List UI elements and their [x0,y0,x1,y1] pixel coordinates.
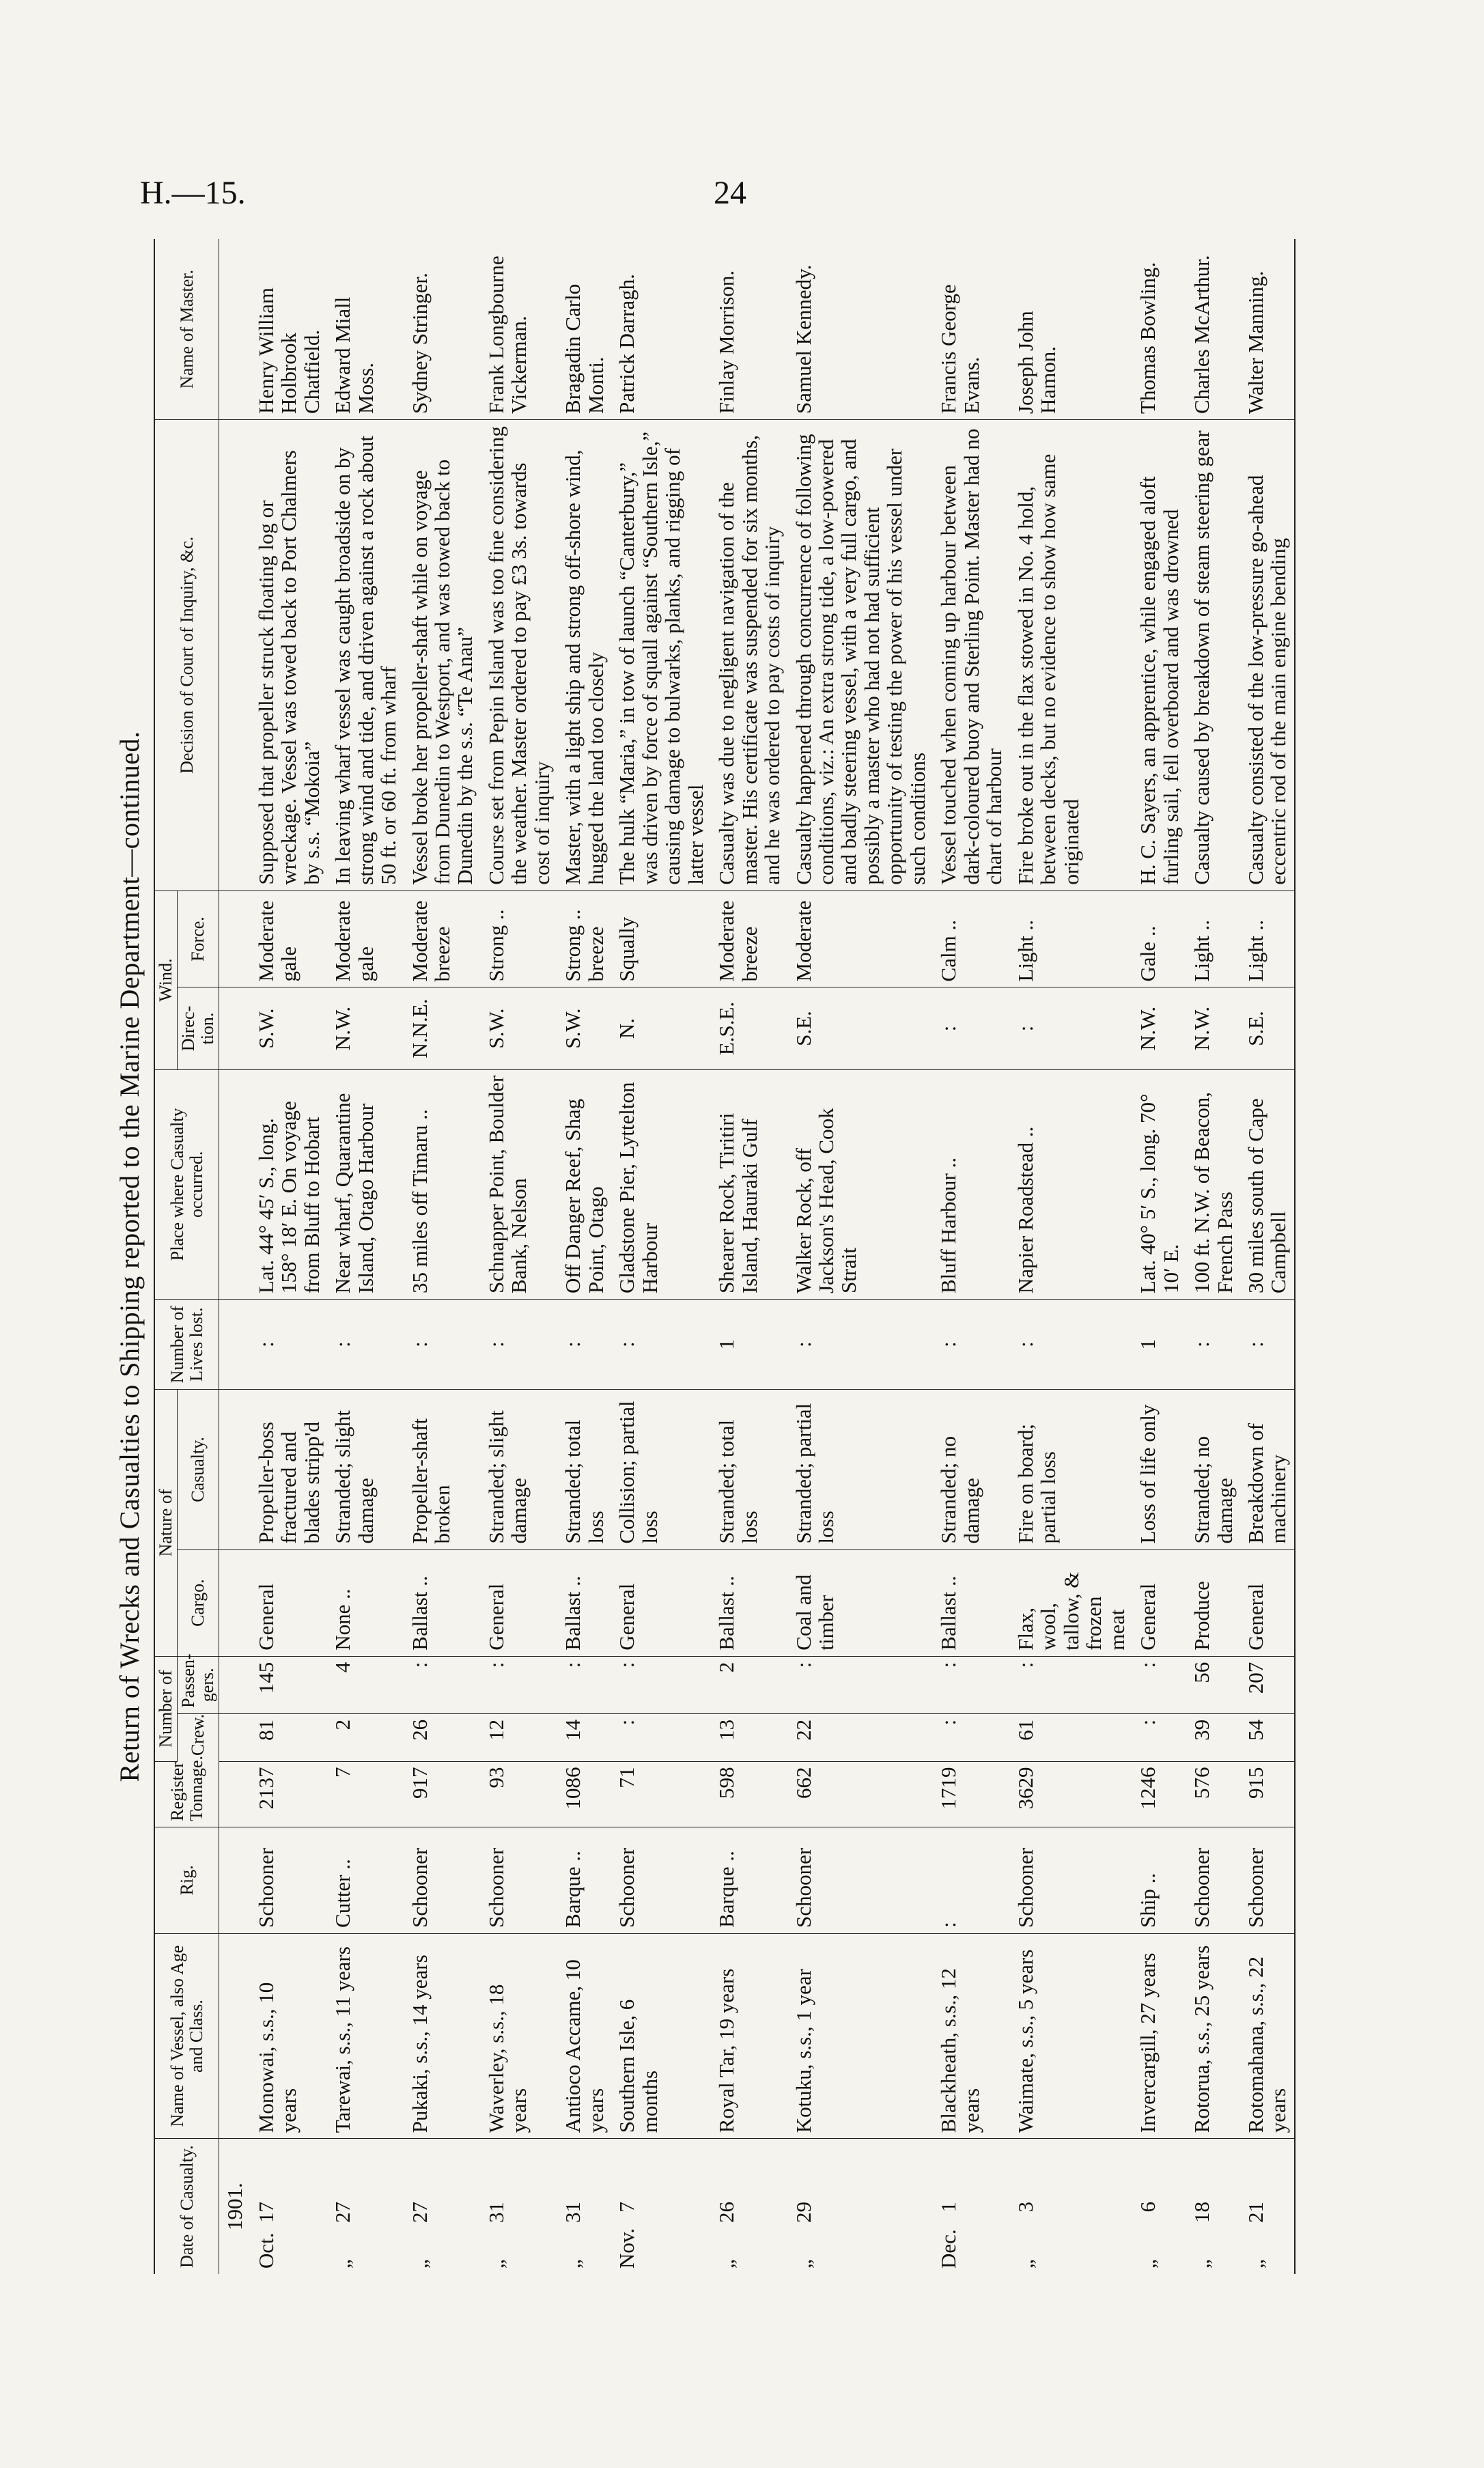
cargo: General [611,1549,711,1656]
master-name: Finlay Morrison. [711,239,787,419]
table-row [611,239,711,2274]
rig: Schooner [1186,1827,1240,1933]
cargo: Ballast .. [933,1549,1009,1656]
table-row [1240,239,1295,2274]
register-tonnage: 915 [1240,1761,1295,1827]
court-decision: Vessel broke her propeller-shaft while on voyage from Dunedin to Westport, and was towed back to Dunedin by the s.s. “Te Anau” [404,419,481,891]
col-nature-of: Nature of [154,1390,178,1657]
date-month: „ [1013,2259,1037,2269]
casualty-nature: Stranded; slight damage [481,1390,557,1549]
lives-lost: : [557,1300,611,1390]
casualty-date [711,2139,787,2274]
passenger-count: : [933,1656,1009,1713]
wind-force: Strong .. breeze [557,891,611,987]
rig: Barque .. [711,1827,787,1933]
lives-lost: : [251,1300,327,1390]
rig: Schooner [788,1827,934,1933]
register-tonnage: 93 [481,1761,557,1827]
col-date: Date of Casualty. [154,2139,219,2274]
cargo: Ballast .. [404,1549,481,1656]
lives-lost: : [788,1300,934,1390]
col-number-of: Number of [154,1656,178,1761]
date-day: 6 [1136,2202,1160,2213]
wind-force: Light .. [1010,891,1132,987]
document-code: H.—15. [140,175,246,211]
rig: Barque .. [557,1827,611,1933]
crew-count: 14 [557,1713,611,1761]
place-of-casualty: Lat. 40° 5′ S., long. 70° 10′ E. [1132,1069,1186,1299]
passenger-count: : [788,1656,934,1713]
vessel-name: Antioco Accame, 10 years [557,1933,611,2138]
passenger-count: : [611,1656,711,1713]
crew-count: 2 [327,1713,404,1761]
table-row [251,239,327,2274]
register-tonnage: 7 [327,1761,404,1827]
wind-force: Moderate gale [251,891,327,987]
master-name: Patrick Darragh. [611,239,711,419]
casualty-date [327,2139,404,2274]
date-month: „ [331,2259,355,2269]
casualty-date [1010,2139,1132,2274]
wind-direction: : [933,987,1009,1069]
wind-direction: S.W. [251,987,327,1069]
date-day: 27 [331,2202,355,2223]
table-row [1186,239,1240,2274]
wind-direction: N.W. [327,987,404,1069]
passenger-count: 4 [327,1656,404,1713]
vessel-name: Blackheath, s.s., 12 years [933,1933,1009,2138]
register-tonnage: 1086 [557,1761,611,1827]
wind-direction: S.W. [481,987,557,1069]
lives-lost: : [327,1300,404,1390]
cargo: Flax, wool, tallow, & frozen meat [1010,1549,1132,1656]
col-tonnage: Register Tonnage. [154,1761,219,1827]
master-name: Thomas Bowling. [1132,239,1186,419]
lives-lost: : [933,1300,1009,1390]
table-row [933,239,1009,2274]
casualty-date [404,2139,481,2274]
casualty-nature: Fire on board; partial loss [1010,1390,1132,1549]
place-of-casualty: Napier Roadstead .. [1010,1069,1132,1299]
cargo: Produce [1186,1549,1240,1656]
passenger-count: : [404,1656,481,1713]
wrecks-table [154,239,1296,2274]
casualty-nature: Stranded; total loss [557,1390,611,1549]
vessel-name: Kotuku, s.s., 1 year [788,1933,934,2138]
date-day: 3 [1013,2202,1037,2213]
date-month: Oct. [253,2232,278,2269]
rig: Ship .. [1132,1827,1186,1933]
register-tonnage: 1719 [933,1761,1009,1827]
date-day: 31 [484,2202,508,2223]
crew-count: 26 [404,1713,481,1761]
place-of-casualty: Shearer Rock, Tiritiri Island, Hauraki Gulf [711,1069,787,1299]
table-row [557,239,611,2274]
casualty-nature: Breakdown of machinery [1240,1390,1295,1549]
casualty-date [481,2139,557,2274]
lives-lost: 1 [1132,1300,1186,1390]
casualty-date [611,2139,711,2274]
crew-count: 22 [788,1713,934,1761]
wind-force: Moderate gale [327,891,404,987]
casualty-date [933,2139,1009,2274]
page-number: 24 [714,175,746,211]
vessel-name: Royal Tar, 19 years [711,1933,787,2138]
lives-lost: : [404,1300,481,1390]
passenger-count: : [1010,1656,1132,1713]
date-month: „ [791,2259,815,2269]
col-master: Name of Master. [154,239,219,419]
place-of-casualty: Schnapper Point, Boulder Bank, Nelson [481,1069,557,1299]
date-month: „ [561,2259,585,2269]
table-row [327,239,404,2274]
col-direction: Direc-tion. [178,987,219,1069]
date-month: Dec. [936,2229,961,2269]
casualty-nature: Propeller-shaft broken [404,1390,481,1549]
date-day: 7 [615,2202,639,2213]
place-of-casualty: Near wharf, Quarantine Island, Otago Harbour [327,1069,404,1299]
date-month: „ [407,2259,432,2269]
casualty-nature: Collision; partial loss [611,1390,711,1549]
wind-direction: S.W. [557,987,611,1069]
court-decision: H. C. Sayers, an apprentice, while engaged aloft furling sail, fell overboard and was drowned [1132,419,1186,891]
table-row [1132,239,1186,2274]
casualty-date [788,2139,934,2274]
date-day: 27 [407,2202,432,2223]
passenger-count: : [1132,1656,1186,1713]
master-name: Walter Manning. [1240,239,1295,419]
rig: Cutter .. [327,1827,404,1933]
register-tonnage: 3629 [1010,1761,1132,1827]
col-decision: Decision of Court of Inquiry, &c. [154,419,219,891]
wind-force: Strong .. [481,891,557,987]
place-of-casualty: Walker Rock, off Jackson's Head, Cook Strait [788,1069,934,1299]
col-cargo: Cargo. [178,1549,219,1656]
date-month: „ [1190,2259,1214,2269]
master-name: Frank Longbourne Vickerman. [481,239,557,419]
crew-count: 81 [251,1713,327,1761]
vessel-name: Southern Isle, 6 months [611,1933,711,2138]
master-name: Joseph John Hamon. [1010,239,1132,419]
vessel-name: Waimate, s.s., 5 years [1010,1933,1132,2138]
casualty-nature: Loss of life only [1132,1390,1186,1549]
court-decision: Casualty caused by breakdown of steam steering gear [1186,419,1240,891]
passenger-count: 145 [251,1656,327,1713]
passenger-count: 2 [711,1656,787,1713]
table-row [711,239,787,2274]
lives-lost: : [1010,1300,1132,1390]
wind-force: Moderate [788,891,934,987]
col-rig: Rig. [154,1827,219,1933]
wind-force: Moderate breeze [404,891,481,987]
register-tonnage: 598 [711,1761,787,1827]
wind-force: Calm .. [933,891,1009,987]
master-name: Samuel Kennedy. [788,239,934,419]
table-row [1010,239,1132,2274]
wind-direction: S.E. [788,987,934,1069]
court-decision: Casualty was due to negligent navigation of the master. His certificate was suspended for six months, and he was ordered to pay costs of inquiry [711,419,787,891]
register-tonnage: 2137 [251,1761,327,1827]
table-row [788,239,934,2274]
passenger-count: 56 [1186,1656,1240,1713]
casualty-nature: Stranded; no damage [1186,1390,1240,1549]
master-name: Henry William Holbrook Chatfield. [251,239,327,419]
wind-direction: S.E. [1240,987,1295,1069]
col-lives-lost: Number of Lives lost. [154,1300,219,1390]
date-month: „ [1243,2259,1268,2269]
year-label: 1901. [223,2183,247,2230]
col-passengers: Passen-gers. [178,1656,219,1713]
col-vessel: Name of Vessel, also Age and Class. [154,1933,219,2138]
table-row [404,239,481,2274]
master-name: Sydney Stringer. [404,239,481,419]
crew-count: : [611,1713,711,1761]
lives-lost: : [1240,1300,1295,1390]
court-decision: Course set from Pepin Island was too fine considering the weather. Master ordered to pay £3 3s. towards cost of inquiry [481,419,557,891]
vessel-name: Pukaki, s.s., 14 years [404,1933,481,2138]
place-of-casualty: Bluff Harbour .. [933,1069,1009,1299]
rig: Schooner [481,1827,557,1933]
passenger-count: : [481,1656,557,1713]
cargo: General [481,1549,557,1656]
master-name: Edward Miall Moss. [327,239,404,419]
crew-count: 13 [711,1713,787,1761]
master-name: Bragadin Carlo Monti. [557,239,611,419]
crew-count: 12 [481,1713,557,1761]
passenger-count: 207 [1240,1656,1295,1713]
rig: Schooner [1240,1827,1295,1933]
vessel-name: Tarewai, s.s., 11 years [327,1933,404,2138]
place-of-casualty: 100 ft. N.W. of Beacon, French Pass [1186,1069,1240,1299]
col-crew: Crew. [178,1713,219,1761]
register-tonnage: 576 [1186,1761,1240,1827]
table-row [481,239,557,2274]
rig: : [933,1827,1009,1933]
casualty-date [557,2139,611,2274]
casualty-date [251,2139,327,2274]
date-day: 17 [253,2202,278,2223]
court-decision: In leaving wharf vessel was caught broadside on by strong wind and tide, and driven against a rock about 50 ft. or 60 ft. from wharf [327,419,404,891]
casualty-date [1186,2139,1240,2274]
year-row [219,239,251,2274]
crew-count: 54 [1240,1713,1295,1761]
court-decision: Fire broke out in the flax stowed in No. 4 hold, between decks, but no evidence to show how same originated [1010,419,1132,891]
cargo: Ballast .. [557,1549,611,1656]
cargo: None .. [327,1549,404,1656]
date-day: 26 [714,2202,739,2223]
date-day: 1 [936,2202,961,2213]
vessel-name: Rotomahana, s.s., 22 years [1240,1933,1295,2138]
vessel-name: Waverley, s.s., 18 years [481,1933,557,2138]
place-of-casualty: 30 miles south of Cape Campbell [1240,1069,1295,1299]
date-month: „ [484,2259,508,2269]
col-force: Force. [178,891,219,987]
register-tonnage: 662 [788,1761,934,1827]
register-tonnage: 917 [404,1761,481,1827]
place-of-casualty: 35 miles off Timaru .. [404,1069,481,1299]
crew-count: 61 [1010,1713,1132,1761]
register-tonnage: 1246 [1132,1761,1186,1827]
wind-force: Moderate breeze [711,891,787,987]
court-decision: Master, with a light ship and strong off-shore wind, hugged the land too closely [557,419,611,891]
wind-force: Light .. [1186,891,1240,987]
casualty-nature: Stranded; partial loss [788,1390,934,1549]
wind-direction: E.S.E. [711,987,787,1069]
court-decision: Casualty happened through concurrence of following conditions, viz.: An extra strong tide, a low-powered and badly steering vessel, with a very full cargo, and possibly a master who had not had sufficient opportunity of testing the power of his vessel under such conditions [788,419,934,891]
master-name: Charles McArthur. [1186,239,1240,419]
date-month: „ [1136,2259,1160,2269]
date-day: 31 [561,2202,585,2223]
casualty-date [1132,2139,1186,2274]
casualty-nature: Stranded; slight damage [327,1390,404,1549]
cargo: General [1240,1549,1295,1656]
crew-count: 39 [1186,1713,1240,1761]
wind-force: Gale .. [1132,891,1186,987]
casualty-date [1240,2139,1295,2274]
col-casualty: Casualty. [178,1390,219,1549]
court-decision: Vessel touched when coming up harbour between dark-coloured buoy and Sterling Point. Master had no chart of harbour [933,419,1009,891]
rig: Schooner [1010,1827,1132,1933]
crew-count: : [1132,1713,1186,1761]
casualty-nature: Propeller-boss fractured and blades stripp'd [251,1390,327,1549]
wind-direction: N.W. [1186,987,1240,1069]
lives-lost: 1 [711,1300,787,1390]
date-month: „ [714,2259,739,2269]
place-of-casualty: Gladstone Pier, Lyttelton Harbour [611,1069,711,1299]
vessel-name: Rotorua, s.s., 25 years [1186,1933,1240,2138]
lives-lost: : [481,1300,557,1390]
wind-direction: N. [611,987,711,1069]
place-of-casualty: Lat. 44° 45′ S., long. 158° 18′ E. On voyage from Bluff to Hobart [251,1069,327,1299]
date-month: Nov. [615,2228,639,2269]
court-decision: Supposed that propeller struck floating log or wreckage. Vessel was towed back to Port Chalmers by s.s. “Mokoia” [251,419,327,891]
vessel-name: Invercargill, 27 years [1132,1933,1186,2138]
rig: Schooner [251,1827,327,1933]
lives-lost: : [1186,1300,1240,1390]
passenger-count: : [557,1656,611,1713]
date-day: 29 [791,2202,815,2223]
cargo: General [251,1549,327,1656]
master-name: Francis George Evans. [933,239,1009,419]
wind-direction: : [1010,987,1132,1069]
cargo: Coal and timber [788,1549,934,1656]
date-day: 21 [1243,2202,1268,2223]
col-place: Place where Casualty occurred. [154,1069,219,1299]
table-title: Return of Wrecks and Casualties to Shipping reported to the Marine Department—continued. [114,731,145,1782]
rig: Schooner [611,1827,711,1933]
casualty-nature: Stranded; total loss [711,1390,787,1549]
rig: Schooner [404,1827,481,1933]
court-decision: The hulk “Maria,” in tow of launch “Canterbury,” was driven by force of squall against “Southern Isle,” causing damage to bulwarks, planks, and rigging of latter vessel [611,419,711,891]
court-decision: Casualty consisted of the low-pressure go-ahead eccentric rod of the main engine bending [1240,419,1295,891]
cargo: General [1132,1549,1186,1656]
crew-count: : [933,1713,1009,1761]
col-wind: Wind. [154,891,178,1069]
wind-force: Squally [611,891,711,987]
wrecks-return-table-sheet [106,239,1321,2274]
wind-direction: N.N.E. [404,987,481,1069]
cargo: Ballast .. [711,1549,787,1656]
vessel-name: Monowai, s.s., 10 years [251,1933,327,2138]
register-tonnage: 71 [611,1761,711,1827]
place-of-casualty: Off Danger Reef, Shag Point, Otago [557,1069,611,1299]
date-day: 18 [1190,2202,1214,2223]
wind-direction: N.W. [1132,987,1186,1069]
casualty-nature: Stranded; no damage [933,1390,1009,1549]
wind-force: Light .. [1240,891,1295,987]
lives-lost: : [611,1300,711,1390]
